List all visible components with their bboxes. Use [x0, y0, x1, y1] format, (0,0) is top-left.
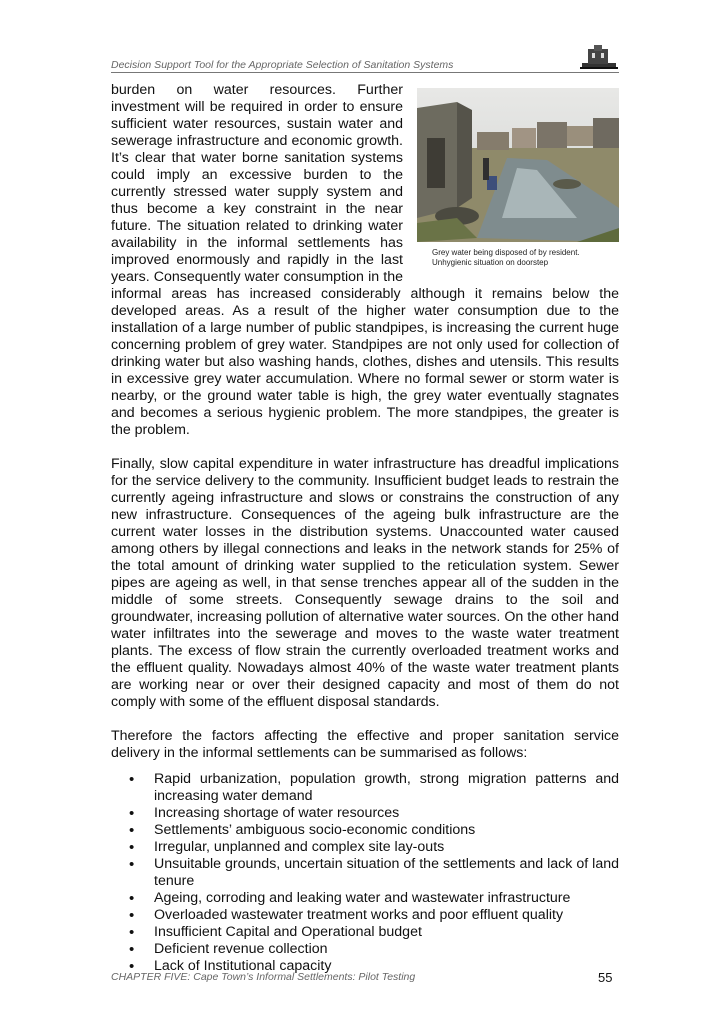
list-item: • Deficient revenue collection: [111, 941, 619, 958]
institution-logo-icon: [580, 43, 618, 71]
list-item: • Insufficient Capital and Operational budget: [111, 924, 619, 941]
list-item: • Overloaded wastewater treatment works and poor effluent quality: [111, 907, 619, 924]
list-item: • Ageing, corroding and leaking water and wastewater infrastructure: [111, 890, 619, 907]
figure: [417, 88, 619, 268]
factors-list: [111, 771, 619, 975]
list-item: • Rapid urbanization, population growth, strong migration patterns and increasing water demand: [111, 771, 619, 805]
list-item: • Unsuitable grounds, uncertain situation of the settlements and lack of land tenure: [111, 856, 619, 890]
page-content: [111, 82, 619, 975]
list-item: • Lack of Institutional capacity: [111, 958, 619, 975]
informal-settlement-photo: [417, 88, 619, 242]
paragraph-grey-water: [111, 82, 619, 439]
figure-caption: Grey water being disposed of by resident. Unhygienic situation on doorstep: [432, 248, 580, 267]
paragraph-text: burden on water resources. Further investment will be required in order to ensure sufficient water resources, sustain water and sewerage infrastructure and economic growth. It’s clear that water borne sanitation systems could imply an excessive burden to the currently stressed water supply system and thus become a key constraint in the near future. The situation related to drinking water availability in the informal settlements has improved enormously and rapidly in the last years. Consequently water consumption in the informal areas has increased considerably although it remains below the developed areas. As a result of the higher water consumption due to the installation of a large number of public standpipes, is increasing the current huge concerning problem of grey water. Standpipes are not only used for collection of drinking water but also washing hands, clothes, dishes and utensils. This results in excessive grey water accumulation. Where no formal sewer or storm water is nearby, or the ground water table is high, the grey water eventually stagnates and becomes a serious hygienic problem. The more standpipes, the greater is the problem.: [111, 82, 619, 438]
list-item: • Settlements’ ambiguous socio-economic conditions: [111, 822, 619, 839]
list-item: • Irregular, unplanned and complex site lay-outs: [111, 839, 619, 856]
paragraph-summary-intro: Therefore the factors affecting the effective and proper sanitation service delivery in the informal settlements can be summarised as follows:: [111, 728, 619, 761]
list-item: • Increasing shortage of water resources: [111, 805, 619, 822]
header-rule: [111, 72, 619, 73]
paragraph-infrastructure: Finally, slow capital expenditure in water infrastructure has dreadful implications for the service delivery to the community. Insufficient budget leads to restrain the currently ageing infrastructure and slows or constrains the construction of any new infrastructure. Consequences of the ageing bulk infrastructure are the current water losses in the distribution systems. Unaccounted water caused among others by illegal connections and leaks in the network stands for 25% of the total amount of drinking water supplied to the reticulation system. Sewer pipes are ageing as well, in that sense trenches appear all of the sudden in the middle of some streets. Consequently sewage drains to the soil and groundwater, increasing pollution of alternative water sources. On the other hand water infiltrates into the sewerage and moves to the waste water treatment plants. The excess of flow strain the currently overloaded treatment works and the effluent quality. Nowadays almost 40% of the waste water treatment plants are working near or over their designed capacity and most of them do not comply with some of the effluent disposal standards.: [111, 456, 619, 710]
running-header: Decision Support Tool for the Appropriate Selection of Sanitation Systems: [111, 59, 454, 71]
footer-chapter-title: CHAPTER FIVE: Cape Town’s Informal Settlements: Pilot Testing: [111, 971, 416, 983]
page-number: 55: [598, 970, 613, 985]
